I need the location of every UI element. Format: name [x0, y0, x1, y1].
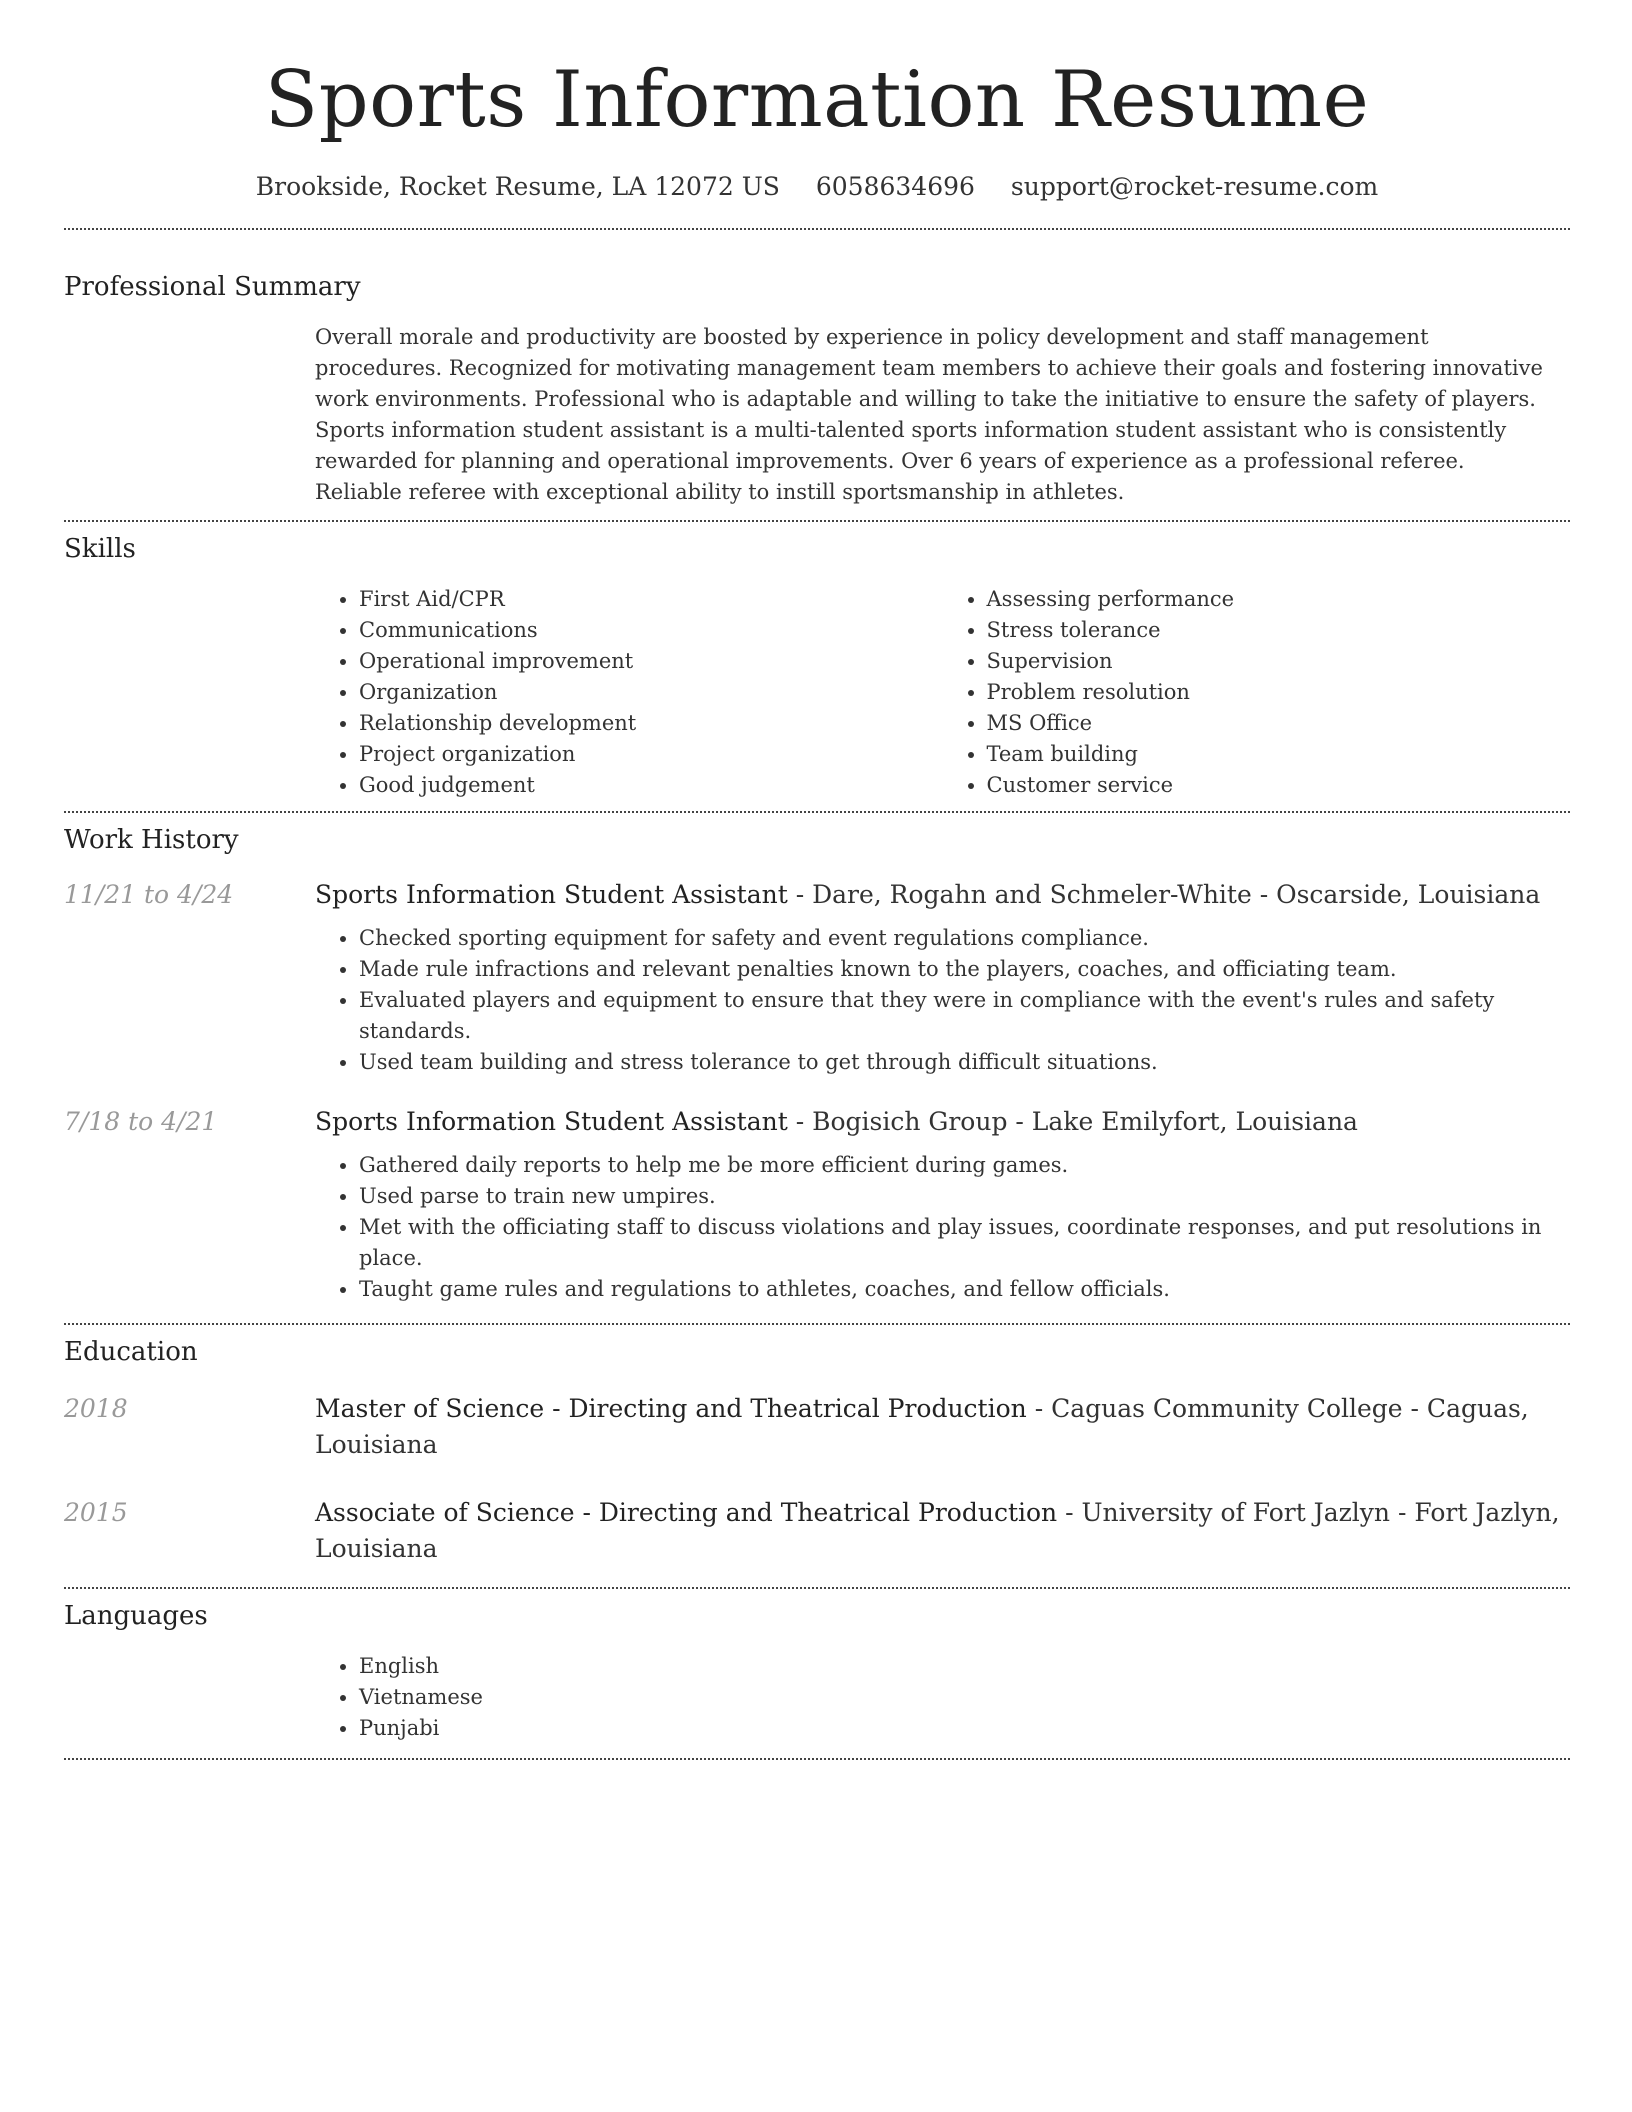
education-year: 2015: [64, 1498, 128, 1527]
divider: [64, 520, 1570, 522]
job-role: Sports Information Student Assistant: [315, 880, 788, 909]
education-entry: [64, 1391, 1570, 1463]
contact-phone: 6058634696: [815, 172, 975, 201]
skill-item: • Problem resolution: [987, 677, 1571, 708]
education-year: 2018: [64, 1394, 128, 1423]
job-entry: [64, 1104, 1570, 1305]
skill-item: • Supervision: [987, 646, 1571, 677]
skill-item: • MS Office: [987, 708, 1571, 739]
language-item: • English: [359, 1651, 1570, 1682]
divider: [64, 1323, 1570, 1325]
languages-list: [315, 1651, 1570, 1744]
education-degree: Master of Science - Directing and Theatrical Production: [315, 1394, 1027, 1423]
section-title-work: Work History: [64, 825, 239, 855]
education-school: - Caguas Community College - Caguas, Louisiana: [315, 1394, 1529, 1459]
job-details: [315, 877, 1570, 1078]
education-entry: [64, 1495, 1570, 1567]
contact-line: [64, 170, 1570, 204]
job-bullet: • Checked sporting equipment for safety and event regulations compliance.: [359, 923, 1570, 954]
job-dates: 11/21 to 4/24: [64, 880, 234, 909]
skill-item: • Relationship development: [359, 708, 943, 739]
job-employer: - Bogisich Group - Lake Emilyfort, Louisiana: [787, 1107, 1358, 1136]
skill-item: • Assessing performance: [987, 584, 1571, 615]
job-heading: [315, 877, 1570, 913]
summary-text: Overall morale and productivity are boosted by experience in policy development and staff management procedures. Recognized for motivating management team members to achieve their goals and fostering innovative work environments. Professional who is adaptable and willing to take the initiative to ensure the safety of players. Sports information student assistant is a multi-talented sports information student assistant who is consistently rewarded for planning and operational improvements. Over 6 years of experience as a professional referee. Reliable referee with exceptional ability to instill sportsmanship in athletes.: [315, 325, 1543, 504]
skill-item: • Stress tolerance: [987, 615, 1571, 646]
job-entry: [64, 877, 1570, 1078]
job-details: [315, 1104, 1570, 1305]
skill-item: • First Aid/CPR: [359, 584, 943, 615]
section-title-summary: Professional Summary: [64, 272, 361, 302]
divider: [64, 1587, 1570, 1589]
job-bullets: [315, 1150, 1570, 1305]
section-title-skills: Skills: [64, 534, 136, 564]
skill-item: • Operational improvement: [359, 646, 943, 677]
skill-item: • Communications: [359, 615, 943, 646]
resume-page: [64, 0, 1570, 1760]
job-bullet: • Met with the officiating staff to discuss violations and play issues, coordinate responses, and put resolutions in place.: [359, 1212, 1570, 1274]
skill-item: • Organization: [359, 677, 943, 708]
skill-item: • Customer service: [987, 770, 1571, 801]
education-details: [315, 1391, 1570, 1463]
contact-address: Brookside, Rocket Resume, LA 12072 US: [255, 172, 780, 201]
resume-title: Sports Information Resume: [264, 55, 1370, 145]
education-details: [315, 1495, 1570, 1567]
contact-email: support@rocket-resume.com: [1010, 172, 1379, 201]
skill-item: • Good judgement: [359, 770, 943, 801]
skills-grid: [315, 584, 1570, 801]
divider: [64, 228, 1570, 230]
job-bullet: • Taught game rules and regulations to athletes, coaches, and fellow officials.: [359, 1274, 1570, 1305]
job-bullet: • Gathered daily reports to help me be more efficient during games.: [359, 1150, 1570, 1181]
job-bullets: [315, 923, 1570, 1078]
skills-list-right: [943, 584, 1571, 801]
job-bullet: • Used parse to train new umpires.: [359, 1181, 1570, 1212]
education-school: - University of Fort Jazlyn - Fort Jazlyn, Louisiana: [315, 1498, 1560, 1563]
job-bullet: • Made rule infractions and relevant penalties known to the players, coaches, and officiating team.: [359, 954, 1570, 985]
language-item: • Vietnamese: [359, 1682, 1570, 1713]
section-title-education: Education: [64, 1337, 198, 1367]
job-role: Sports Information Student Assistant: [315, 1107, 788, 1136]
job-dates: 7/18 to 4/21: [64, 1107, 218, 1136]
language-item: • Punjabi: [359, 1713, 1570, 1744]
job-bullet: • Used team building and stress tolerance to get through difficult situations.: [359, 1047, 1570, 1078]
section-title-languages: Languages: [64, 1601, 208, 1631]
languages-block: [315, 1651, 1570, 1744]
job-heading: [315, 1104, 1570, 1140]
divider: [64, 811, 1570, 813]
job-bullet: • Evaluated players and equipment to ensure that they were in compliance with the event's rules and safety standards.: [359, 985, 1570, 1047]
skills-list-left: [315, 584, 943, 801]
skill-item: • Project organization: [359, 739, 943, 770]
divider: [64, 1758, 1570, 1760]
job-employer: - Dare, Rogahn and Schmeler-White - Oscarside, Louisiana: [787, 880, 1541, 909]
education-degree: Associate of Science - Directing and Theatrical Production: [315, 1498, 1058, 1527]
skill-item: • Team building: [987, 739, 1571, 770]
